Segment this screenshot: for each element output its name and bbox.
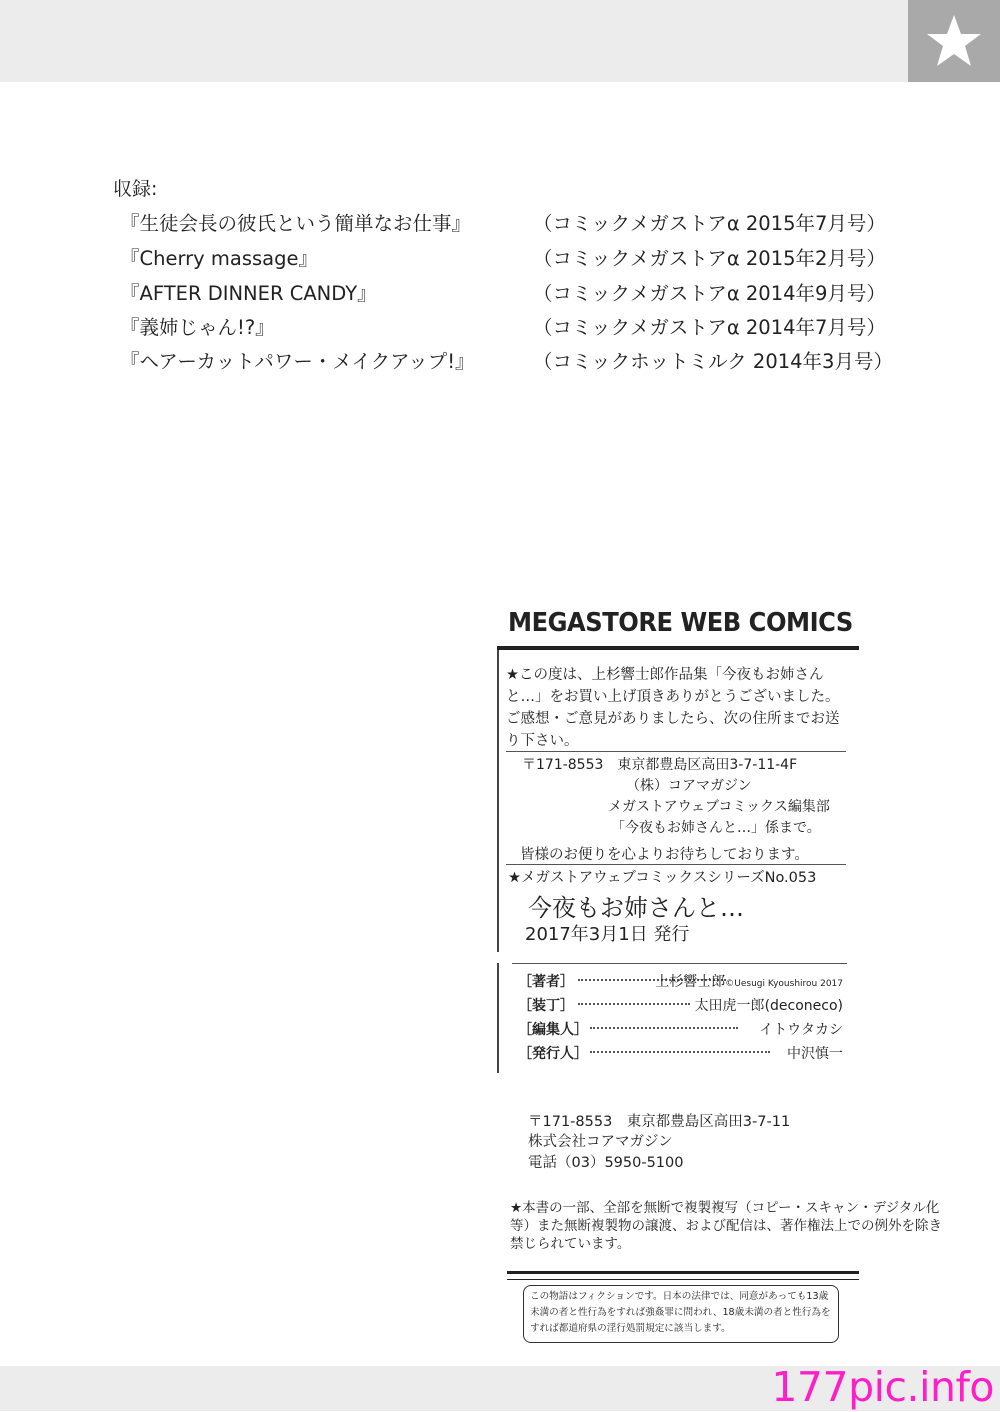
mail-company: （株）コアマガジン — [626, 778, 752, 794]
colophon-side-rule — [497, 650, 499, 952]
contents-row — [120, 243, 890, 273]
imprint-title: MEGASTORE WEB COMICS — [508, 608, 853, 638]
credit-row — [518, 995, 843, 1017]
credit-name: 中沢慎一 — [787, 1046, 843, 1062]
story-source: （コミックメガストアα 2015年7月号） — [533, 212, 886, 235]
credits-side-rule — [497, 963, 499, 1073]
story-title: 『ヘアーカットパワー・メイクアップ!』 — [120, 350, 475, 373]
mail-postal-address: 〒171-8553 東京都豊島区高田3-7-11-4F — [522, 757, 798, 773]
credit-role: ［装丁］ — [518, 998, 574, 1014]
contents-row — [120, 346, 893, 376]
leader-dots — [578, 1003, 690, 1005]
notice-rule — [507, 1279, 859, 1280]
top-margin-band — [0, 0, 908, 82]
fiction-disclaimer: この物語はフィクションです。日本の法律では、同意があっても13歳未満の者と性行為をすれば強姦罪に問われ、18歳未満の者と性行為をすれば都道府県の淫行処罰規定に該当します。 — [523, 1285, 839, 1343]
story-title: 『義姉じゃん!?』 — [120, 316, 275, 339]
copyright-notice: ★本書の一部、全部を無断で複製複写（コピー・スキャン・デジタル化等）また無断複製物の譲渡、および配信は、著作権法上での例外を除き禁じられています。 — [510, 1200, 942, 1252]
story-title: 『Cherry massage』 — [120, 247, 318, 270]
credit-role: ［発行人］ — [518, 1046, 588, 1062]
leader-dots — [590, 1051, 770, 1053]
contents-row — [120, 278, 890, 308]
publisher-phone: 電話（03）5950-5100 — [528, 1155, 684, 1171]
story-title: 『生徒会長の彼氏という簡単なお仕事』 — [120, 212, 472, 235]
publisher-address: 〒171-8553 東京都豊島区高田3-7-11 — [528, 1114, 791, 1130]
story-source: （コミックメガストアα 2014年9月号） — [533, 282, 886, 305]
divider — [506, 751, 846, 752]
credit-row — [518, 971, 843, 993]
book-title: 今夜もお姉さんと… — [528, 894, 744, 922]
divider — [506, 864, 846, 865]
reader-message-text: ★この度は、上杉響士郎作品集「今夜もお姉さんと…」をお買い上げ頂きありがとうございました。ご感想・ご意見がありましたら、次の住所までお送り下さい。 — [506, 667, 840, 749]
credit-role: ［編集人］ — [518, 1022, 588, 1038]
closing-text: 皆様のお便りを心よりお待ちしております。 — [520, 847, 809, 863]
publication-date: 2017年3月1日 発行 — [525, 924, 690, 945]
leader-dots — [590, 1027, 738, 1029]
credit-name: 太田虎一郎(deconeco) — [694, 998, 843, 1014]
contents-row — [120, 312, 890, 342]
series-number: ★メガストアウェブコミックスシリーズNo.053 — [508, 870, 817, 886]
credit-row — [518, 1043, 843, 1065]
credit-row — [518, 1019, 843, 1041]
divider — [512, 963, 847, 964]
watermark: 177pic.info — [771, 1363, 994, 1411]
credit-name: 上杉響士郎©Uesugi Kyoushirou 2017 — [655, 974, 843, 990]
contents-row — [120, 208, 890, 238]
story-source: （コミックメガストアα 2015年2月号） — [533, 247, 886, 270]
mail-attention: 「今夜もお姉さんと…」係まで。 — [611, 820, 821, 836]
mail-department: メガストアウェブコミックス編集部 — [608, 799, 830, 815]
publisher-name: 株式会社コアマガジン — [528, 1134, 673, 1150]
imprint-rule — [497, 646, 859, 650]
reader-message — [506, 664, 851, 752]
story-source: （コミックホットミルク 2014年3月号） — [533, 350, 893, 373]
star-icon — [924, 13, 984, 69]
story-title: 『AFTER DINNER CANDY』 — [120, 282, 377, 305]
credit-role: ［著者］ — [518, 974, 574, 990]
story-source: （コミックメガストアα 2014年7月号） — [533, 316, 886, 339]
contents-label: 収録: — [113, 178, 158, 200]
star-tab — [908, 0, 1000, 82]
notice-rule — [507, 1271, 859, 1274]
credit-name: イトウタカシ — [759, 1022, 843, 1038]
